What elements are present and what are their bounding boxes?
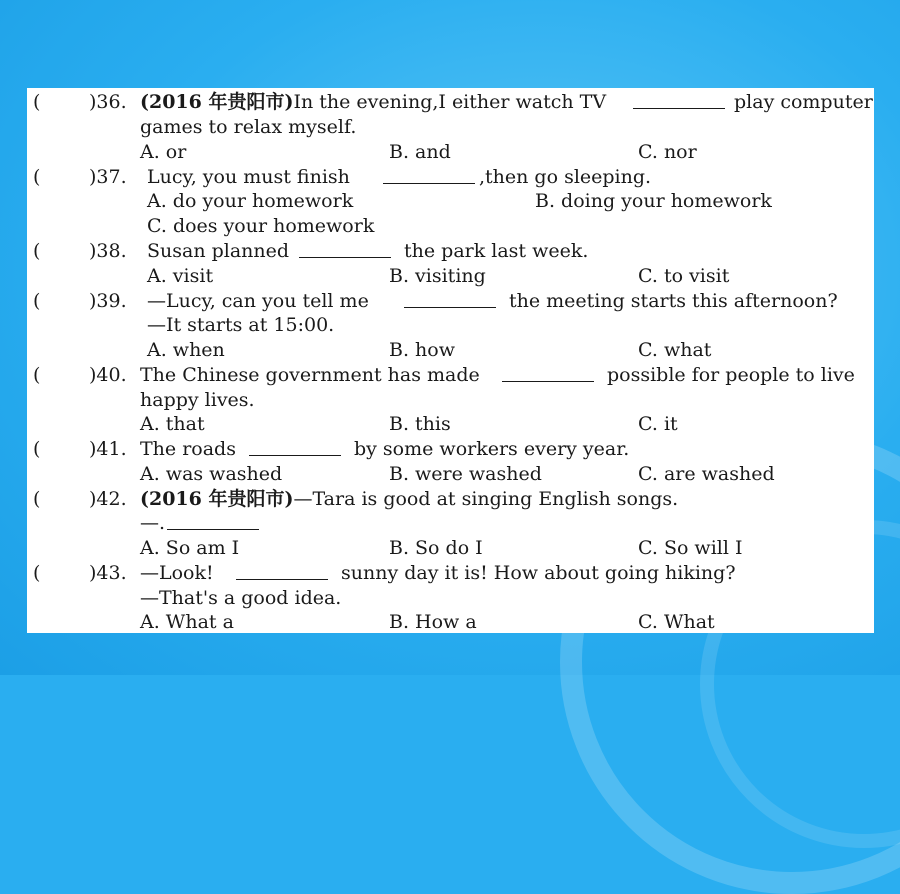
option-a[interactable]: A. So am I [140,537,240,559]
answer-paren: ( [33,290,41,312]
question-39-options [27,338,874,362]
answer-paren: ( [33,438,41,460]
option-b[interactable]: B. how [389,339,455,361]
option-a[interactable]: A. do your homework [147,190,354,212]
question-number: )38. [89,240,127,262]
option-a[interactable]: A. that [140,413,205,435]
question-stem-cont: — . [140,511,165,535]
question-38-options [27,264,874,288]
question-stem: —Look! [140,562,214,584]
option-c[interactable]: C. What [638,611,715,633]
answer-paren: ( [33,488,41,510]
option-c[interactable]: C. what [638,339,712,361]
question-36-options [27,140,874,164]
question-43-options [27,610,874,633]
option-b[interactable]: B. this [389,413,451,435]
question-stem-after: by some workers every year. [354,438,630,460]
option-b[interactable]: B. So do I [389,537,483,559]
question-number: )42. [89,488,127,510]
question-number: )36. [89,91,127,113]
question-stem-after: possible for people to live [607,364,855,386]
question-stem-cont: —It starts at 15:00. [147,314,335,336]
question-36 [27,90,874,114]
question-stem-after: the meeting starts this afternoon? [509,290,838,312]
question-41-options [27,462,874,486]
question-stem: The roads [140,438,236,460]
question-42 [27,487,874,511]
question-stem: (2016 年贵阳市)In the evening,I either watch TV [140,91,607,113]
answer-blank[interactable] [167,511,259,530]
option-b[interactable]: B. were washed [389,463,542,485]
answer-paren: ( [33,240,41,262]
worksheet [27,88,874,633]
option-c[interactable]: C. nor [638,141,697,163]
question-stem: —Lucy, can you tell me [147,290,369,312]
question-stem-after: play computer [734,91,873,113]
question-42-cont [27,511,874,535]
option-a[interactable]: A. when [147,339,225,361]
source-tag: (2016 年贵阳市) [140,488,294,510]
question-number: )39. [89,290,127,312]
question-number: )43. [89,562,127,584]
question-stem-after: the park last week. [404,240,589,262]
option-c[interactable]: C. it [638,413,678,435]
option-c[interactable]: C. to visit [638,265,730,287]
question-stem: Susan planned [147,240,290,262]
option-b[interactable]: B. visiting [389,265,486,287]
answer-paren: ( [33,166,41,188]
question-41 [27,437,874,461]
question-40-options [27,412,874,436]
question-number: )37. [89,166,127,188]
option-c[interactable]: C. are washed [638,463,775,485]
option-c[interactable]: C. does your homework [147,215,375,237]
option-a[interactable]: A. What a [140,611,234,633]
option-a[interactable]: A. visit [147,265,214,287]
option-b[interactable]: B. and [389,141,451,163]
question-37 [27,165,874,189]
question-43 [27,561,874,585]
option-c[interactable]: C. So will I [638,537,743,559]
option-a[interactable]: A. or [140,141,187,163]
question-stem: The Chinese government has made [140,364,480,386]
question-stem: Lucy, you must finish [147,166,350,188]
question-number: )40. [89,364,127,386]
question-stem-after: ,then go sleeping. [479,166,652,188]
option-a[interactable]: A. was washed [140,463,283,485]
answer-paren: ( [33,91,41,113]
question-stem-cont: happy lives. [140,389,255,411]
question-number: )41. [89,438,127,460]
question-stem-after: sunny day it is! How about going hiking? [341,562,736,584]
answer-paren: ( [33,364,41,386]
question-stem-cont: games to relax myself. [140,116,357,138]
question-42-options [27,536,874,560]
question-37-options [27,189,874,213]
option-b[interactable]: B. doing your homework [535,190,772,212]
question-40 [27,363,874,387]
question-stem: (2016 年贵阳市)—Tara is good at singing English songs. [140,488,679,510]
source-tag: (2016 年贵阳市) [140,91,294,113]
question-stem-cont: —That's a good idea. [140,587,342,609]
option-b[interactable]: B. How a [389,611,477,633]
answer-paren: ( [33,562,41,584]
question-38 [27,239,874,263]
question-37-options-2 [27,214,874,238]
question-39 [27,289,874,313]
